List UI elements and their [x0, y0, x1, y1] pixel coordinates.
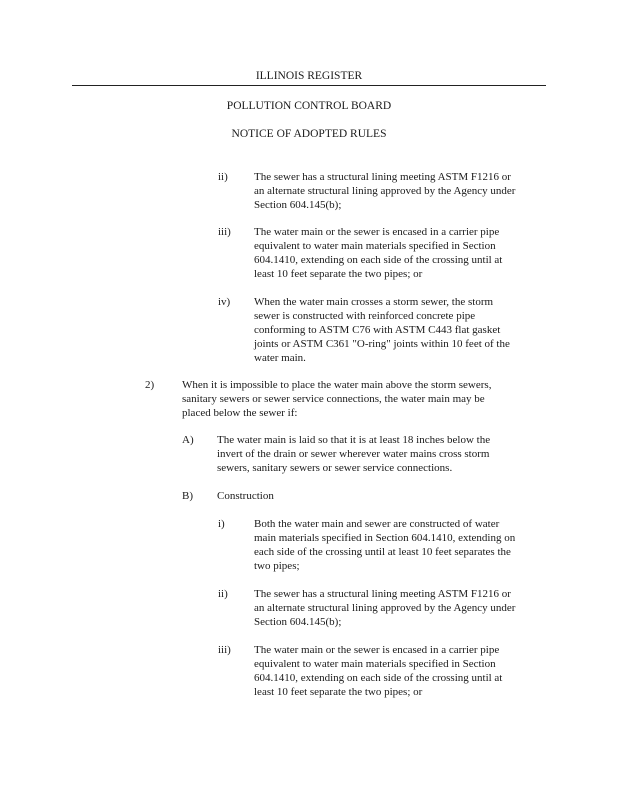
text-line: The water main or the sewer is encased in a carrier pipe — [254, 226, 500, 238]
text-line: an alternate structural lining approved by the Agency under — [254, 602, 516, 614]
text-line: The water main or the sewer is encased in a carrier pipe — [254, 644, 500, 656]
text-line: placed below the sewer if: — [182, 407, 298, 419]
register-title: ILLINOIS REGISTER — [255, 70, 363, 82]
text-line: Section 604.145(b); — [254, 199, 342, 211]
text-line: Section 604.145(b); — [254, 616, 342, 628]
text-line: least 10 feet separate the two pipes; or — [254, 268, 423, 280]
item-label: A) — [182, 434, 194, 446]
text-line: When the water main crosses a storm sewer, the storm — [254, 296, 494, 308]
text-line: sewer is constructed with reinforced concrete pipe — [254, 310, 476, 322]
text-line: sanitary sewers or sewer service connections, the water main may be — [182, 393, 485, 405]
item-label: i) — [218, 518, 225, 530]
text-line: two pipes; — [254, 560, 300, 572]
notice-title: NOTICE OF ADOPTED RULES — [231, 128, 387, 140]
item-text — [254, 295, 510, 365]
item-text — [182, 378, 491, 420]
item-label: iii) — [218, 226, 231, 238]
text-line: joints or ASTM C361 "O-ring" joints within 10 feet of the — [254, 338, 510, 350]
text-line: an alternate structural lining approved by the Agency under — [254, 185, 516, 197]
text-line: When it is impossible to place the water main above the storm sewers, — [182, 379, 492, 391]
text-line: least 10 feet separate the two pipes; or — [254, 686, 423, 698]
text-line: conforming to ASTM C76 with ASTM C443 flat gasket — [254, 324, 501, 336]
text-line: sewers, sanitary sewers or sewer service connections. — [217, 462, 453, 474]
text-line: main materials specified in Section 604.1410, extending on — [254, 532, 516, 544]
item-text — [217, 433, 490, 475]
header-rule — [72, 85, 546, 86]
item-text — [254, 225, 502, 281]
item-text — [254, 517, 515, 573]
text-line: water main. — [254, 352, 306, 364]
text-line: each side of the crossing until at least 10 feet separates the — [254, 546, 511, 558]
board-title: POLLUTION CONTROL BOARD — [226, 100, 392, 112]
text-line: 604.1410, extending on each side of the crossing until at — [254, 672, 503, 684]
text-line: The water main is laid so that it is at least 18 inches below the — [217, 434, 491, 446]
item-label: ii) — [218, 588, 228, 600]
text-line: The sewer has a structural lining meeting ASTM F1216 or — [254, 171, 511, 183]
item-text — [254, 170, 515, 212]
item-text — [254, 587, 515, 629]
item-text — [217, 489, 274, 503]
item-label: ii) — [218, 171, 228, 183]
text-line: 604.1410, extending on each side of the crossing until at — [254, 254, 503, 266]
text-line: equivalent to water main materials specified in Section — [254, 240, 496, 252]
item-label: iii) — [218, 644, 231, 656]
text-line: invert of the drain or sewer wherever water mains cross storm — [217, 448, 490, 460]
text-line: The sewer has a structural lining meeting ASTM F1216 or — [254, 588, 511, 600]
item-text — [254, 643, 502, 699]
text-line: equivalent to water main materials specified in Section — [254, 658, 496, 670]
text-line: Construction — [217, 490, 274, 502]
item-label: 2) — [145, 379, 155, 391]
item-label: B) — [182, 490, 193, 502]
text-line: Both the water main and sewer are constructed of water — [254, 518, 500, 530]
item-label: iv) — [218, 296, 231, 308]
